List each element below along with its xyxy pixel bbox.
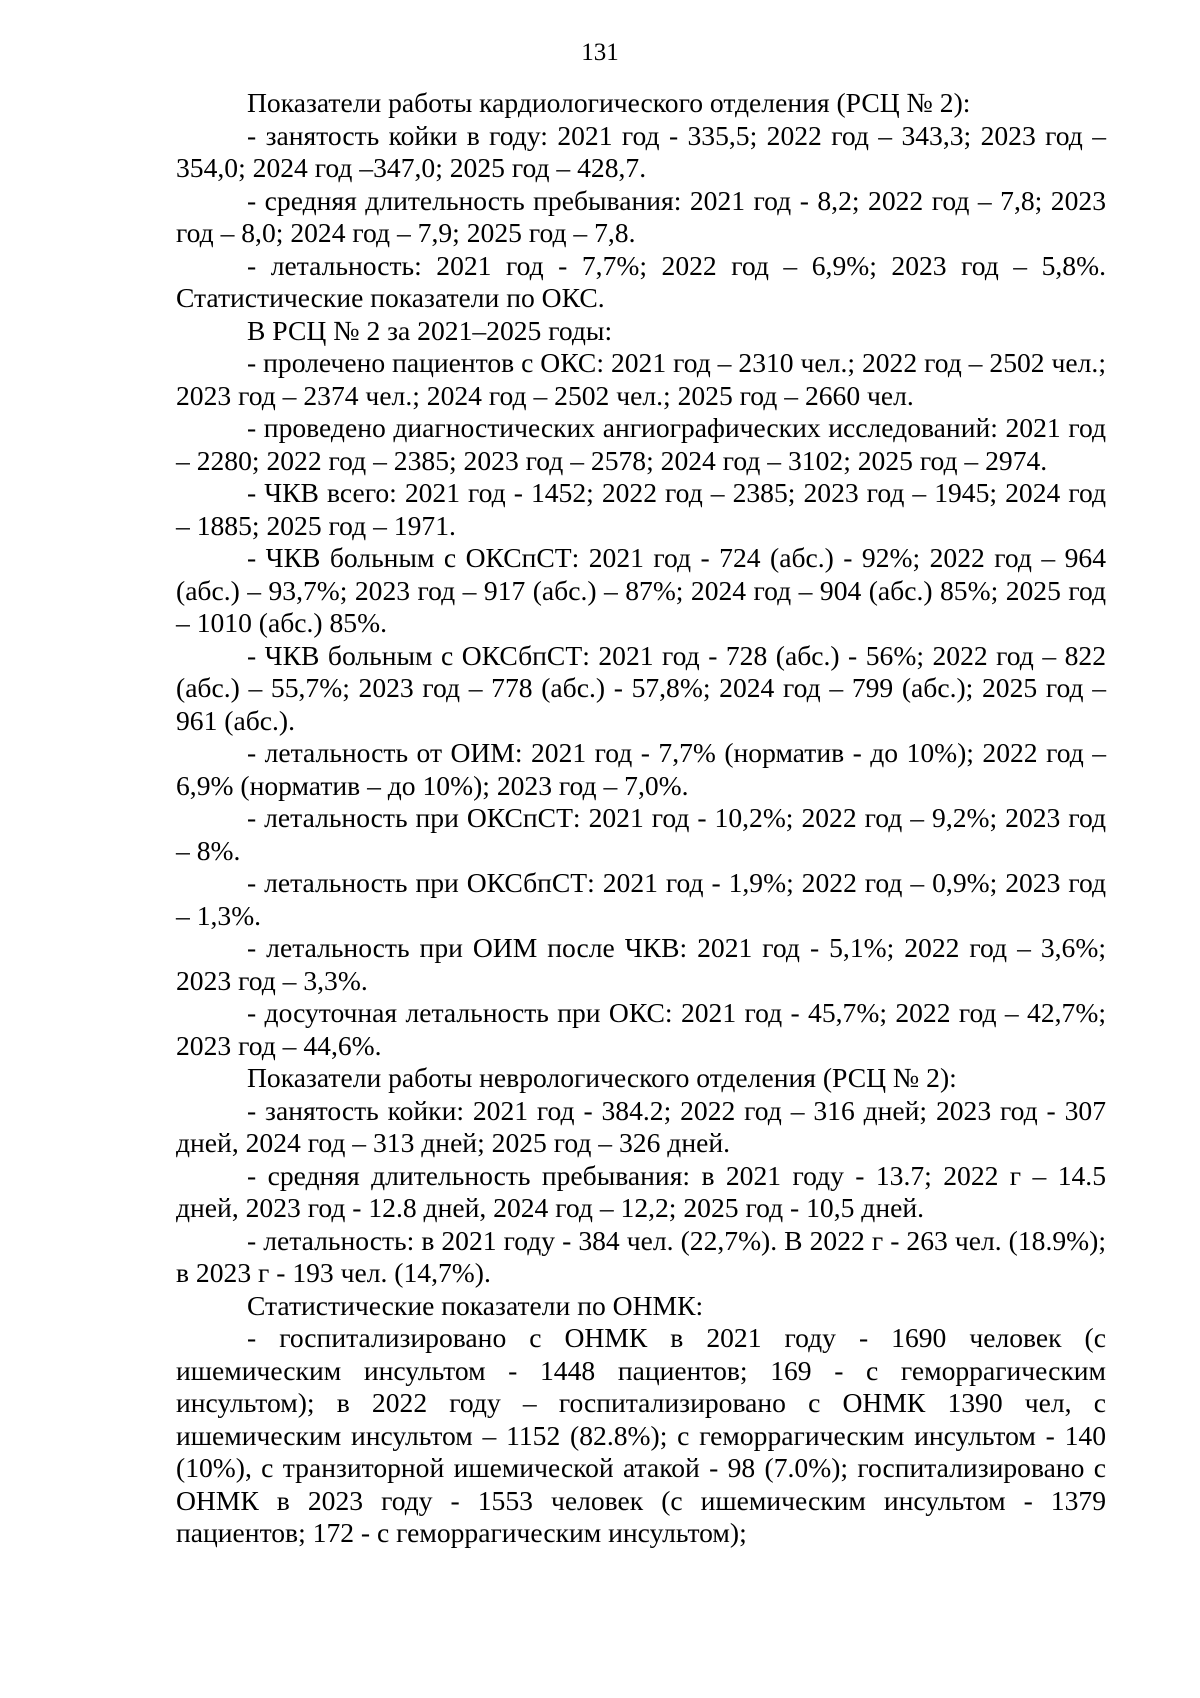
paragraph-neuro-mortality: - летальность: в 2021 году - 384 чел. (22,7%). В 2022 г - 263 чел. (18.9%); в 2023 г - 193 чел. (14,7%).: [176, 1224, 1106, 1288]
paragraph-acs-patients: - пролечено пациентов с ОКС: 2021 год – 2310 чел.; 2022 год – 2502 чел.; 2023 год – 2374 чел.; 2024 год – 2502 чел.; 2025 год – 2660 чел.: [176, 347, 1106, 411]
paragraph-stroke-heading: Статистические показатели по ОНМК:: [247, 1289, 704, 1321]
paragraph-nstemi-mortality: - летальность при ОКСбпСТ: 2021 год - 1,9%; 2022 год – 0,9%; 2023 год – 1,3%.: [176, 867, 1106, 931]
paragraph-neuro-bed-occupancy: - занятость койки: 2021 год - 384.2; 2022 год – 316 дней; 2023 год - 307 дней, 2024 год – 313 дней; 2025 год – 326 дней.: [176, 1094, 1106, 1158]
paragraph-early-acs-mortality: - досуточная летальность при ОКС: 2021 год - 45,7%; 2022 год – 42,7%; 2023 год – 44,6%.: [176, 997, 1106, 1061]
paragraph-cardiology-heading: Показатели работы кардиологического отделения (РСЦ № 2):: [247, 87, 971, 118]
paragraph-rsc-years: В РСЦ № 2 за 2021–2025 годы:: [247, 314, 613, 346]
paragraph-mortality: - летальность: 2021 год - 7,7%; 2022 год – 6,9%; 2023 год – 5,8%. Статистические показатели по ОКС.: [176, 249, 1106, 313]
paragraph-mi-mortality: - летальность от ОИМ: 2021 год - 7,7% (норматив - до 10%); 2022 год – 6,9% (норматив – до 10%); 2023 год – 7,0%.: [176, 737, 1106, 801]
paragraph-pci-nstemi: - ЧКВ больным с ОКСбпСТ: 2021 год - 728 (абс.) - 56%; 2022 год – 822 (абс.) – 55,7%; 2023 год – 778 (абс.) - 57,8%; 2024 год – 799 (абс.); 2025 год – 961 (абс.).: [176, 639, 1106, 736]
document-body: [176, 87, 1106, 1550]
paragraph-bed-occupancy: - занятость койки в году: 2021 год - 335,5; 2022 год – 343,3; 2023 год – 354,0; 2024 год –347,0; 2025 год – 428,7.: [176, 119, 1106, 183]
paragraph-stroke-hospitalized: - госпитализировано с ОНМК в 2021 году - 1690 человек (с ишемическим инсультом - 1448 пациентов; 169 - с геморрагическим инсультом); в 2022 году – госпитализировано с ОНМК 1390 чел, с ишемическим инсультом – 1152 (82.8%); с геморрагическим инсультом - 140 (10%), с транзиторной ишемической атакой - 98 (7.0%); госпитализировано с ОНМК в 2023 году - 1553 человек (с ишемическим инсультом - 1379 пациентов; 172 - с геморрагическим инсультом);: [176, 1322, 1106, 1548]
paragraph-neurology-heading: Показатели работы неврологического отделения (РСЦ № 2):: [247, 1062, 957, 1093]
paragraph-pci-stemi: - ЧКВ больным с ОКСпСТ: 2021 год - 724 (абс.) - 92%; 2022 год – 964 (абс.) – 93,7%; 2023 год – 917 (абс.) – 87%; 2024 год – 904 (абс.) 85%; 2025 год – 1010 (абс.) 85%.: [176, 542, 1106, 638]
paragraph-average-stay: - средняя длительность пребывания: 2021 год - 8,2; 2022 год – 7,8; 2023 год – 8,0; 2024 год – 7,9; 2025 год – 7,8.: [176, 184, 1106, 248]
paragraph-mi-after-pci-mortality: - летальность при ОИМ после ЧКВ: 2021 год - 5,1%; 2022 год – 3,6%; 2023 год – 3,3%.: [176, 932, 1106, 996]
paragraph-stemi-mortality: - летальность при ОКСпСТ: 2021 год - 10,2%; 2022 год – 9,2%; 2023 год – 8%.: [176, 802, 1106, 866]
paragraph-neuro-average-stay: - средняя длительность пребывания: в 2021 году - 13.7; 2022 г – 14.5 дней, 2023 год - 12.8 дней, 2024 год – 12,2; 2025 год - 10,5 дней.: [176, 1159, 1106, 1223]
page-number: 131: [581, 39, 619, 66]
paragraph-pci-total: - ЧКВ всего: 2021 год - 1452; 2022 год – 2385; 2023 год – 1945; 2024 год – 1885; 2025 год – 1971.: [176, 477, 1106, 541]
paragraph-angiography: - проведено диагностических ангиографических исследований: 2021 год – 2280; 2022 год – 2385; 2023 год – 2578; 2024 год – 3102; 2025 год – 2974.: [176, 412, 1106, 476]
